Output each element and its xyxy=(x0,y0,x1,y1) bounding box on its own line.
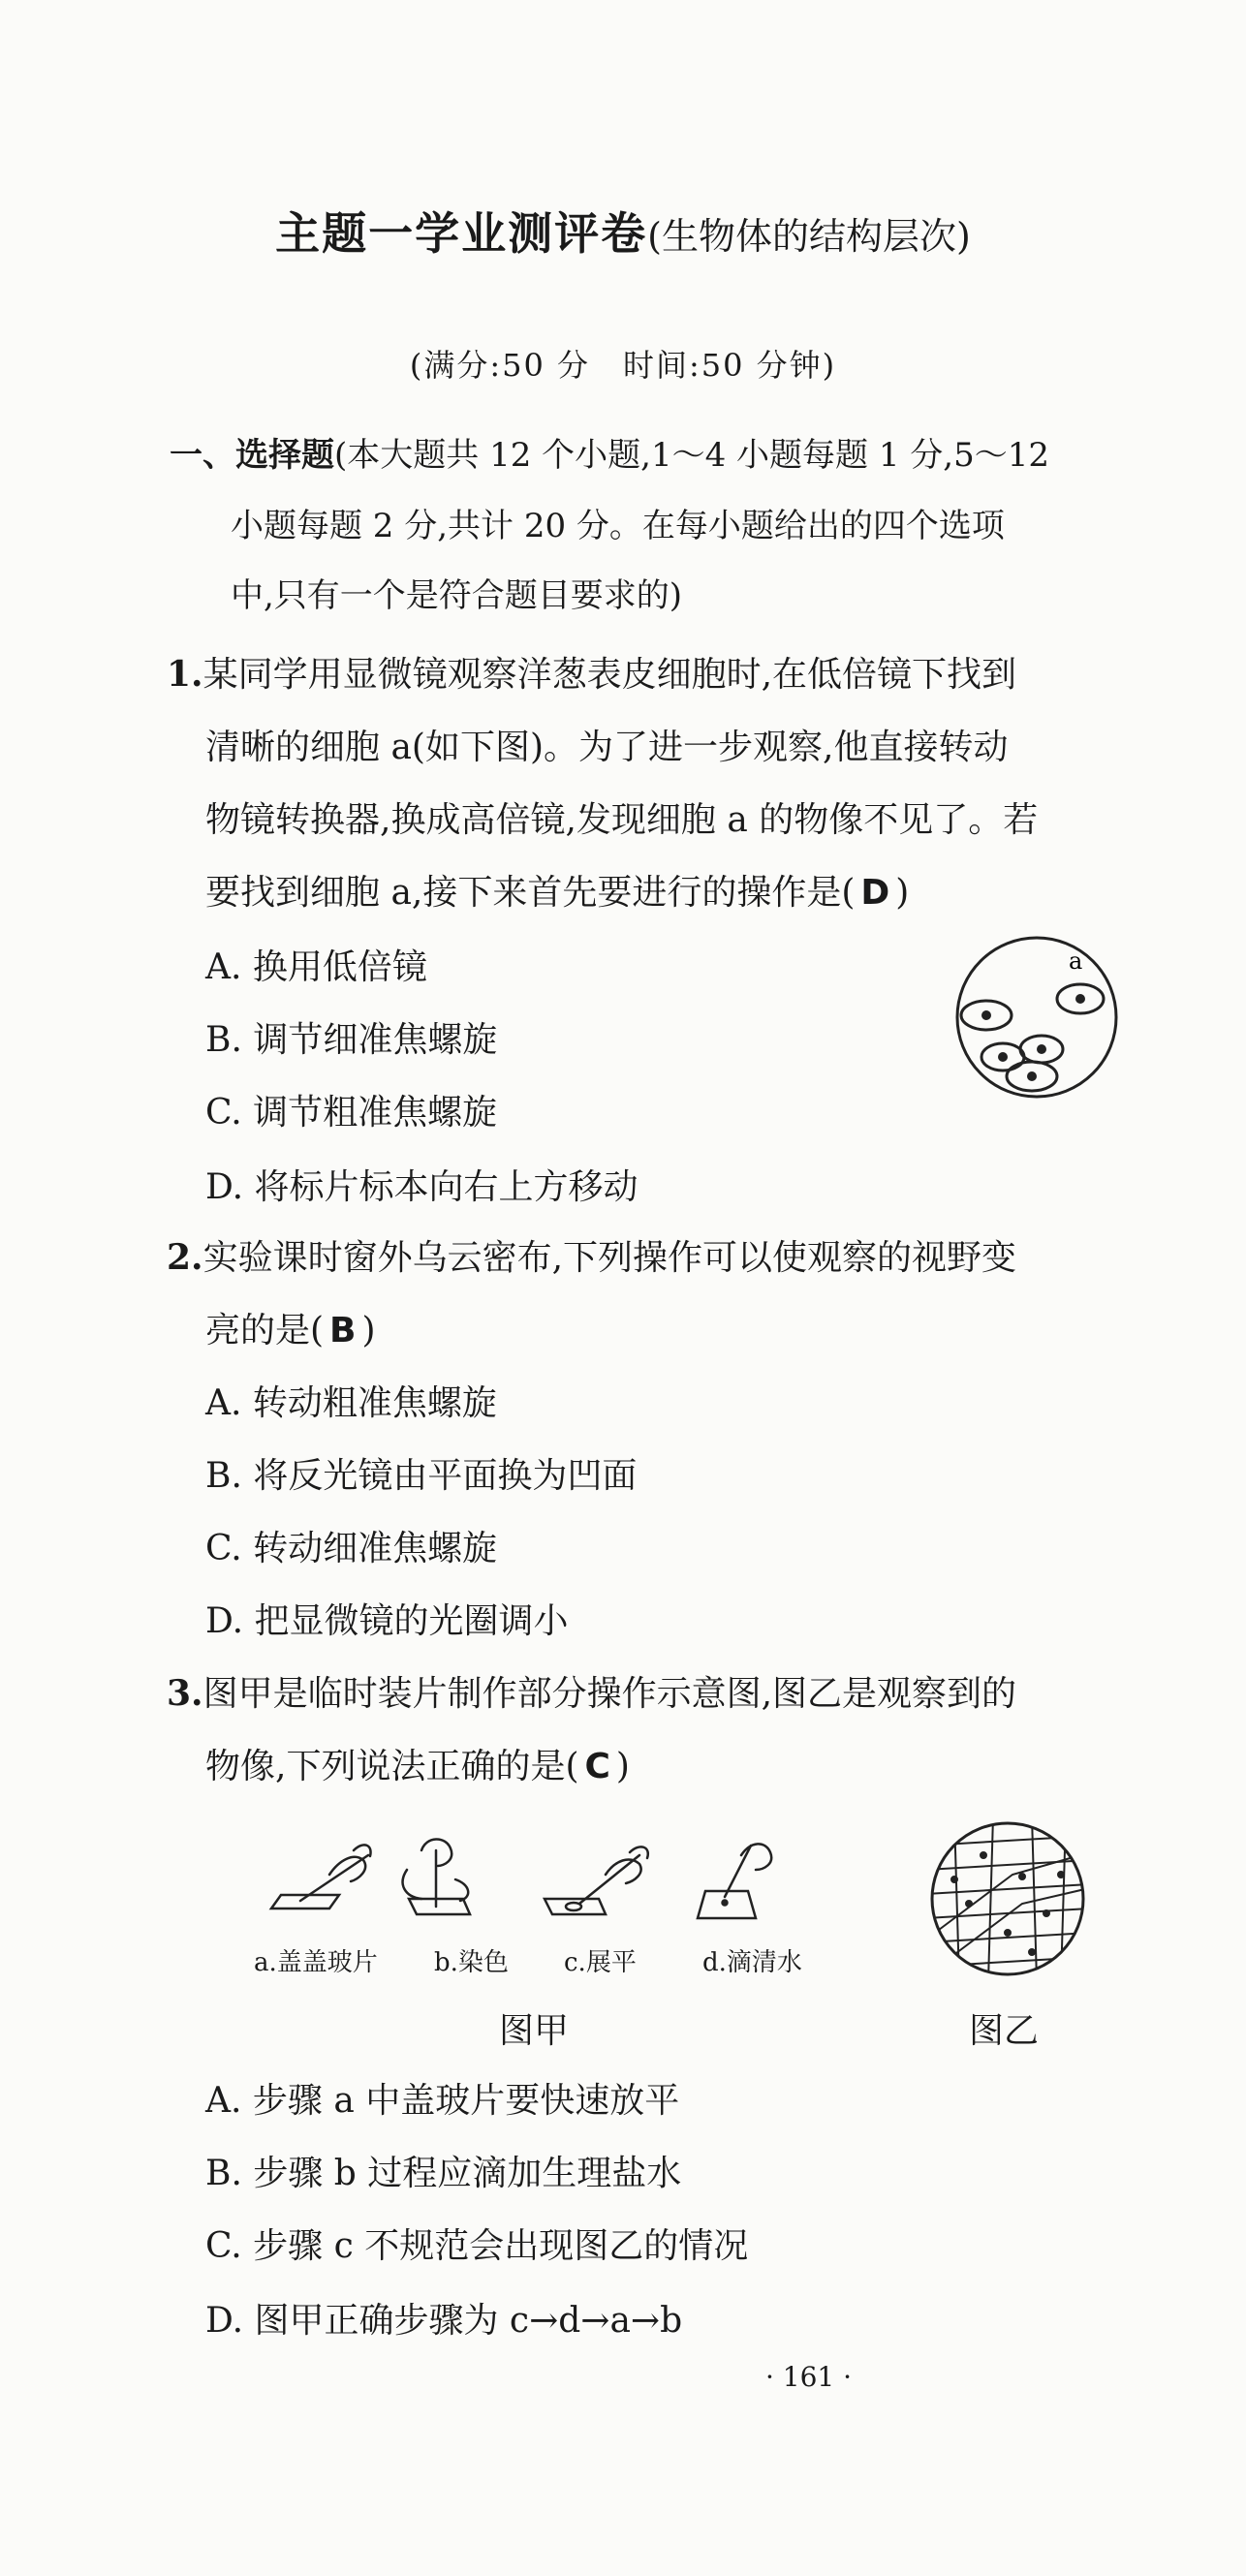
title-subtitle: (生物体的结构层次) xyxy=(647,215,971,258)
option-c: C. 转动细准焦螺旋 xyxy=(205,1529,498,1568)
figure-a-label: 图甲 xyxy=(499,2011,570,2051)
option-d: D. 将标片标本向右上方移动 xyxy=(205,1167,639,1207)
option-c: C. 步骤 c 不规范会出现图乙的情况 xyxy=(205,2226,749,2266)
answer-mark: B xyxy=(329,1311,357,1350)
step-caption: a.盖盖玻片 xyxy=(254,1948,378,1977)
option-a: A. 换用低倍镜 xyxy=(205,947,427,987)
question-2-line: 亮的是( B ) xyxy=(205,1311,376,1350)
answer-mark: D xyxy=(860,873,890,913)
option-d: D. 图甲正确步骤为 c→d→a→b xyxy=(205,2301,683,2341)
question-number: 3. xyxy=(167,1673,203,1714)
question-number: 1. xyxy=(167,654,203,695)
figure-b-label: 图乙 xyxy=(969,2011,1040,2051)
option-d: D. 把显微镜的光圈调小 xyxy=(205,1601,569,1641)
question-1-line: 1.某同学用显微镜观察洋葱表皮细胞时,在低倍镜下找到 xyxy=(167,654,1017,695)
question-1-line: 清晰的细胞 a(如下图)。为了进一步观察,他直接转动 xyxy=(205,728,1009,767)
answer-mark: C xyxy=(584,1747,610,1786)
page-number: · 161 · xyxy=(765,2361,853,2393)
slide-steps-figure xyxy=(262,1831,824,1938)
question-2-line: 2.实验课时窗外乌云密布,下列操作可以使观察的视野变 xyxy=(167,1237,1017,1278)
section-line: 小题每题 2 分,共计 20 分。在每小题给出的四个选项 xyxy=(231,507,1005,545)
cell-a-label: a xyxy=(1069,947,1083,975)
option-c: C. 调节粗准焦螺旋 xyxy=(205,1093,498,1133)
microscope-field-figure xyxy=(945,935,1138,1100)
question-1-line: 要找到细胞 a,接下来首先要进行的操作是( D ) xyxy=(205,873,910,913)
title-main: 主题一学业测评卷 xyxy=(275,207,648,260)
page-title xyxy=(0,199,1246,263)
question-number: 2. xyxy=(167,1237,203,1278)
section-line: (本大题共 12 个小题,1～4 小题每题 1 分,5～12 xyxy=(334,436,1049,475)
option-a: A. 步骤 a 中盖玻片要快速放平 xyxy=(205,2081,680,2121)
question-3-line: 物像,下列说法正确的是( C ) xyxy=(205,1747,630,1786)
observed-cells-figure xyxy=(925,1816,1090,1981)
exam-meta: (满分:50 分 时间:50 分钟) xyxy=(409,347,837,384)
step-caption: d.滴清水 xyxy=(702,1948,802,1977)
question-3-line: 3.图甲是临时装片制作部分操作示意图,图乙是观察到的 xyxy=(167,1673,1017,1714)
option-b: B. 将反光镜由平面换为凹面 xyxy=(205,1456,638,1496)
section-heading xyxy=(170,421,1049,489)
step-caption: c.展平 xyxy=(564,1948,637,1977)
section-label: 一、选择题 xyxy=(170,436,334,475)
option-b: B. 调节细准焦螺旋 xyxy=(205,1020,498,1060)
step-caption: b.染色 xyxy=(434,1948,509,1977)
option-b: B. 步骤 b 过程应滴加生理盐水 xyxy=(205,2154,682,2193)
question-1-line: 物镜转换器,换成高倍镜,发现细胞 a 的物像不见了。若 xyxy=(205,800,1039,840)
option-a: A. 转动粗准焦螺旋 xyxy=(205,1383,497,1423)
section-line: 中,只有一个是符合题目要求的) xyxy=(231,576,683,615)
